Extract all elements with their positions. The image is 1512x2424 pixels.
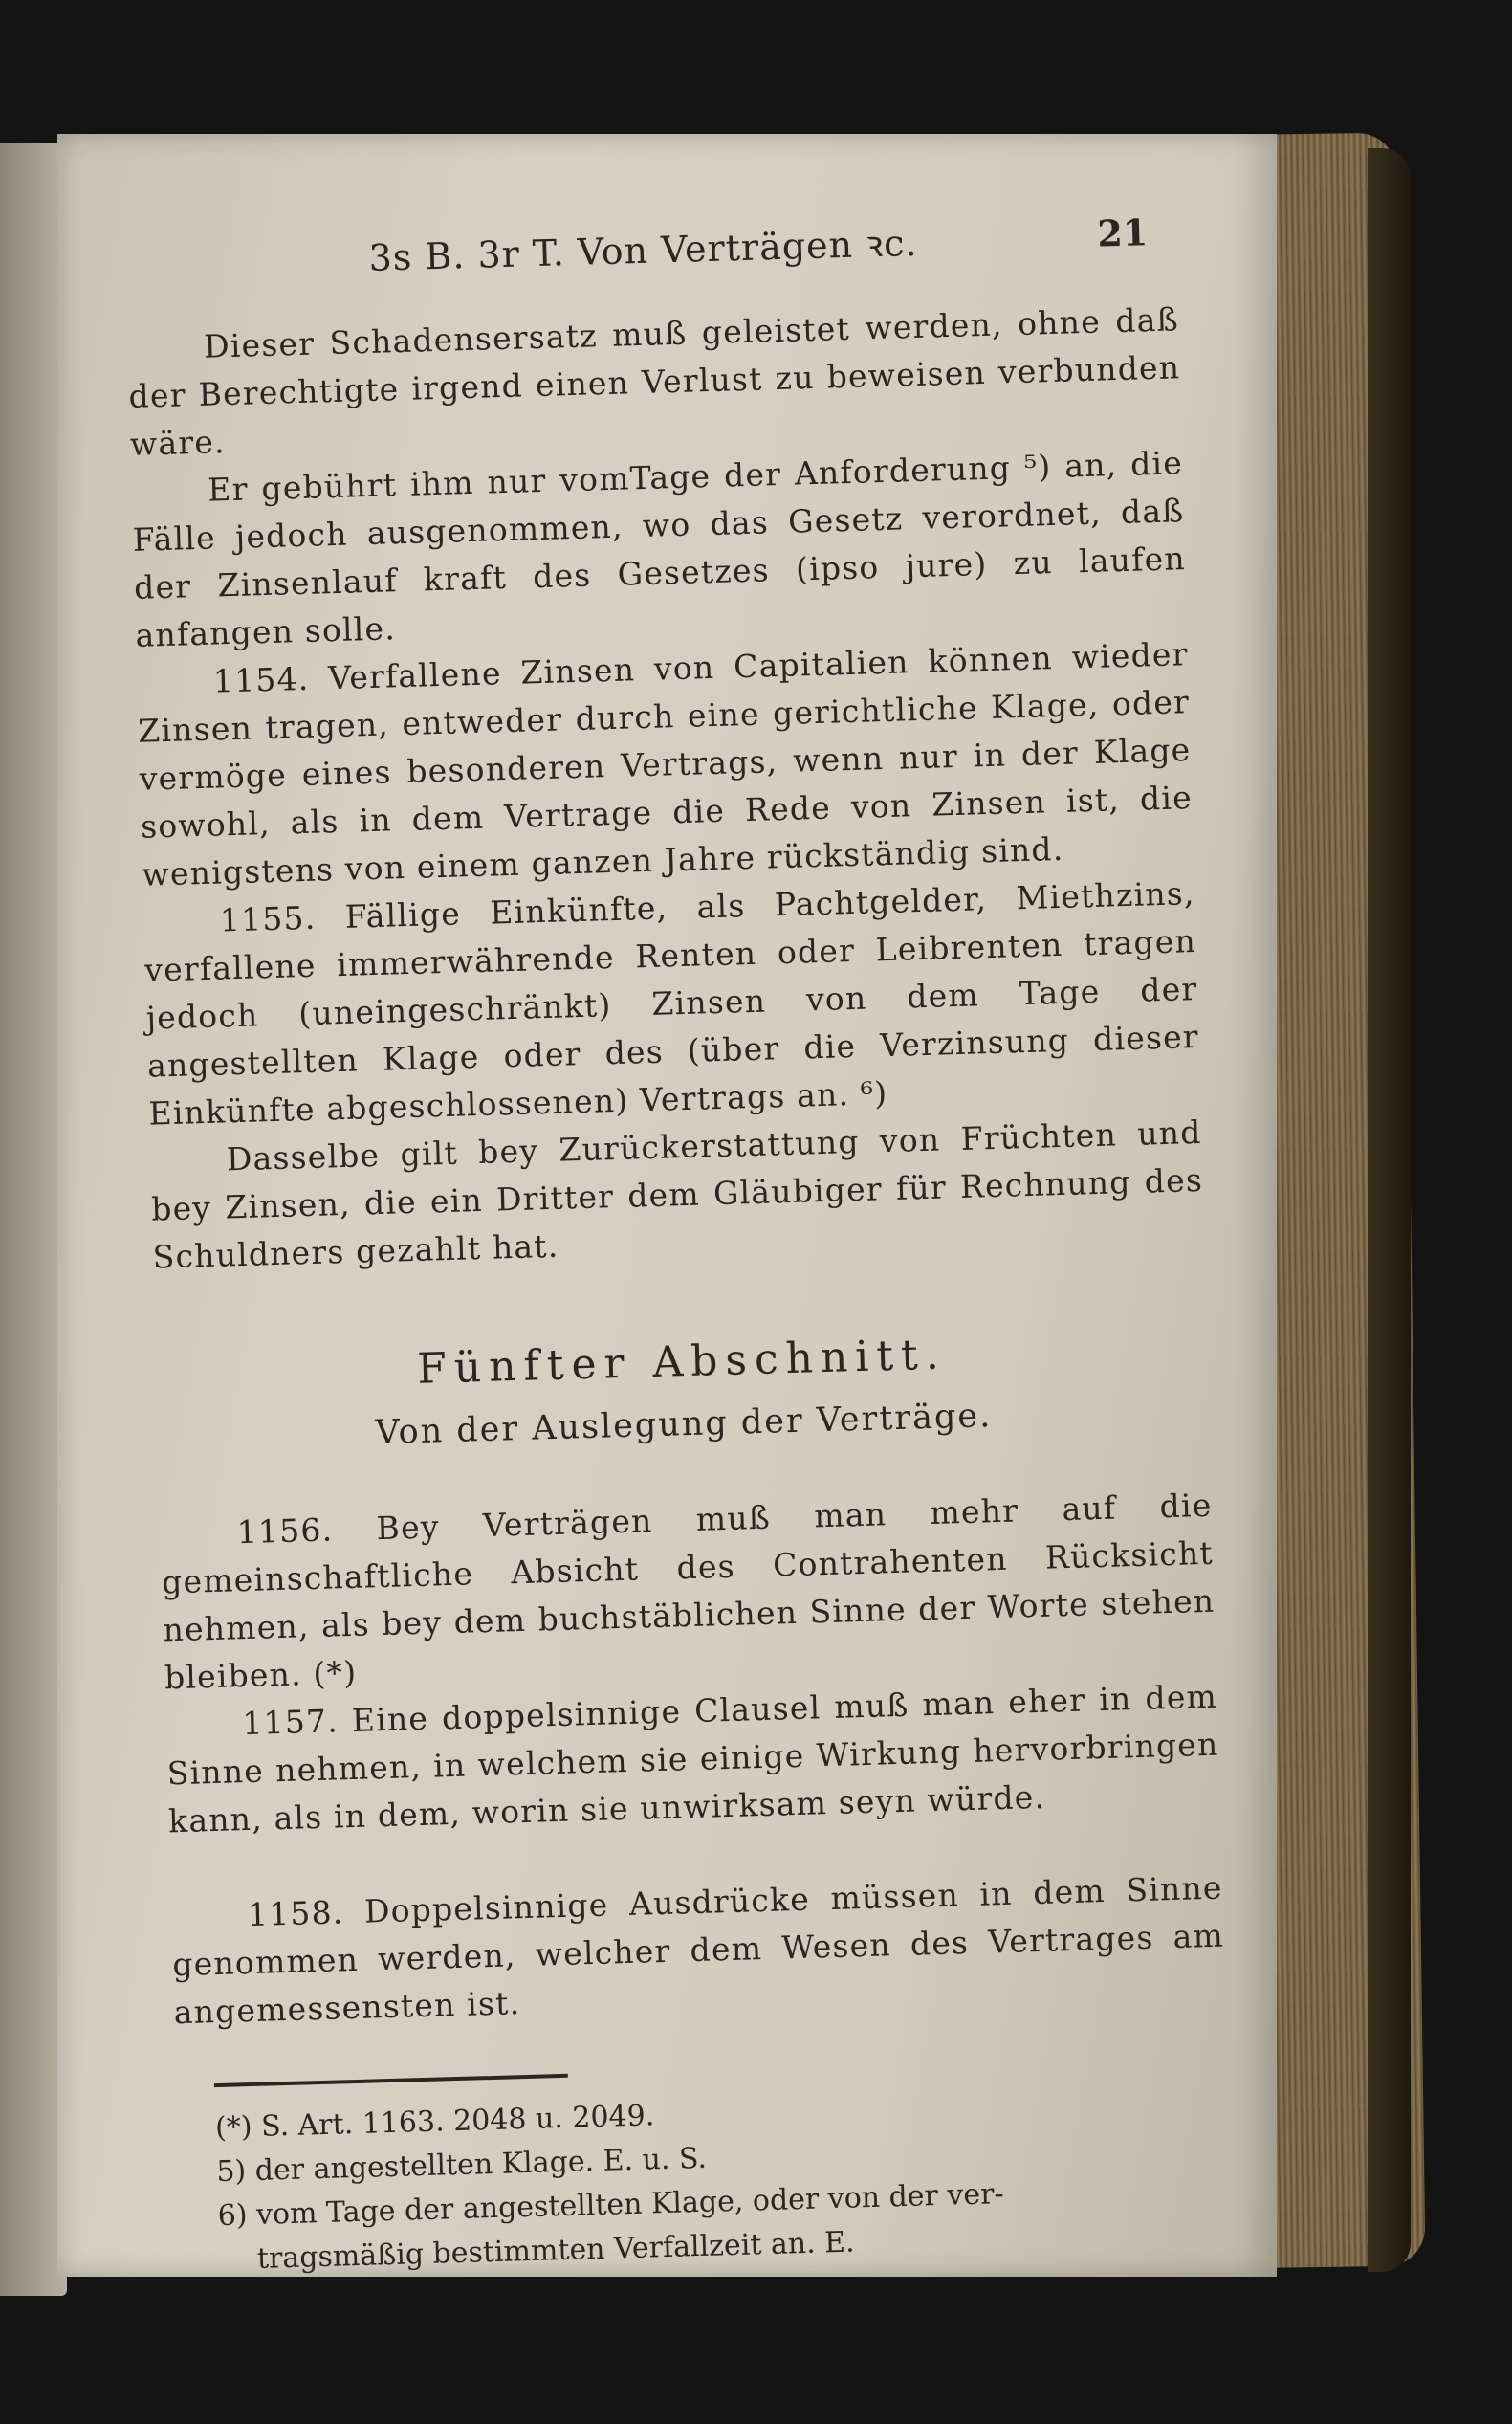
section-subtitle: Von der Auslegung der Verträge. [374, 1397, 993, 1453]
book-cover-edge [1368, 148, 1411, 2272]
paragraph-entitlement: Er gebührt ihm nur vomTage der Anforderung ⁵) an, die Fälle jedoch ausgenommen, wo das Gesetz verordnet, daß der Zinsenlauf kraft des Gesetzes (ipso jure) zu laufen anfangen solle. [132, 444, 1187, 654]
book-page [57, 134, 1277, 2277]
section-title: Fünfter Abschnitt. [416, 1330, 948, 1394]
page-text [124, 209, 1233, 2283]
footnote-6-continued: tragsmäßig bestimmten Verfallzeit an. E. [256, 2225, 856, 2276]
footnote-6: 6) vom Tage der angestellten Klage, oder von der ver- [217, 2177, 1005, 2234]
page-header [124, 209, 1177, 297]
page-number: 21 [1096, 210, 1149, 255]
article-1155: 1155. Fällige Einkünfte, als Pachtgelder, Miethzins, verfallene immerwährende Renten oder Leibrenten tragen jedoch (uneingeschränkt) Zinsen von dem Tage der angestellten Klage oder des (über die Verzinsung dieser Einkünfte abgeschlossenen) Vertrags an. ⁶) [143, 874, 1200, 1133]
paragraph-restitution: Dasselbe gilt bey Zurückerstattung von Früchten und bey Zinsen, die ein Dritter dem Gläubiger für Rechnung des Schuldners gezahlt hat. [150, 1113, 1204, 1276]
running-head: 3s B. 3r T. Von Verträgen ꝛc. [368, 221, 919, 279]
paragraph-damages: Dieser Schadensersatz muß geleistet werden, ohne daß der Berechtigte irgend einen Verlust zu beweisen verbunden wäre. [128, 300, 1181, 463]
article-1157: 1157. Eine doppelsinnige Clausel muß man eher in dem Sinne nehmen, in welchem sie einige Wirkung hervorbringen kann, als in dem, worin sie unwirksam seyn würde. [166, 1677, 1219, 1840]
footnote-5: 5) der angestellten Klage. E. u. S. [215, 2141, 708, 2190]
article-1154: 1154. Verfallene Zinsen von Capitalien können wieder Zinsen tragen, entweder durch eine gerichtliche Klage, oder vermöge eines besonderen Vertrags, wenn nur in der Klage sowohl, als in dem Vertrage die Rede von Zinsen ist, die wenigstens von einem ganzen Jahre rückständig sind. [137, 635, 1194, 893]
article-1158: 1158. Doppelsinnige Ausdrücke müssen in dem Sinne genommen werden, welcher dem Wesen des Vertrages am angemessensten ist. [171, 1868, 1225, 2032]
footnote-rule [214, 2074, 568, 2087]
footnote-star: (*) S. Art. 1163. 2048 u. 2049. [214, 2099, 655, 2146]
article-1156: 1156. Bey Verträgen muß man mehr auf die gemeinschaftliche Absicht des Contrahenten Rücksicht nehmen, als bey dem buchstäblichen Sinne der Worte stehen bleiben. (*) [161, 1486, 1216, 1697]
